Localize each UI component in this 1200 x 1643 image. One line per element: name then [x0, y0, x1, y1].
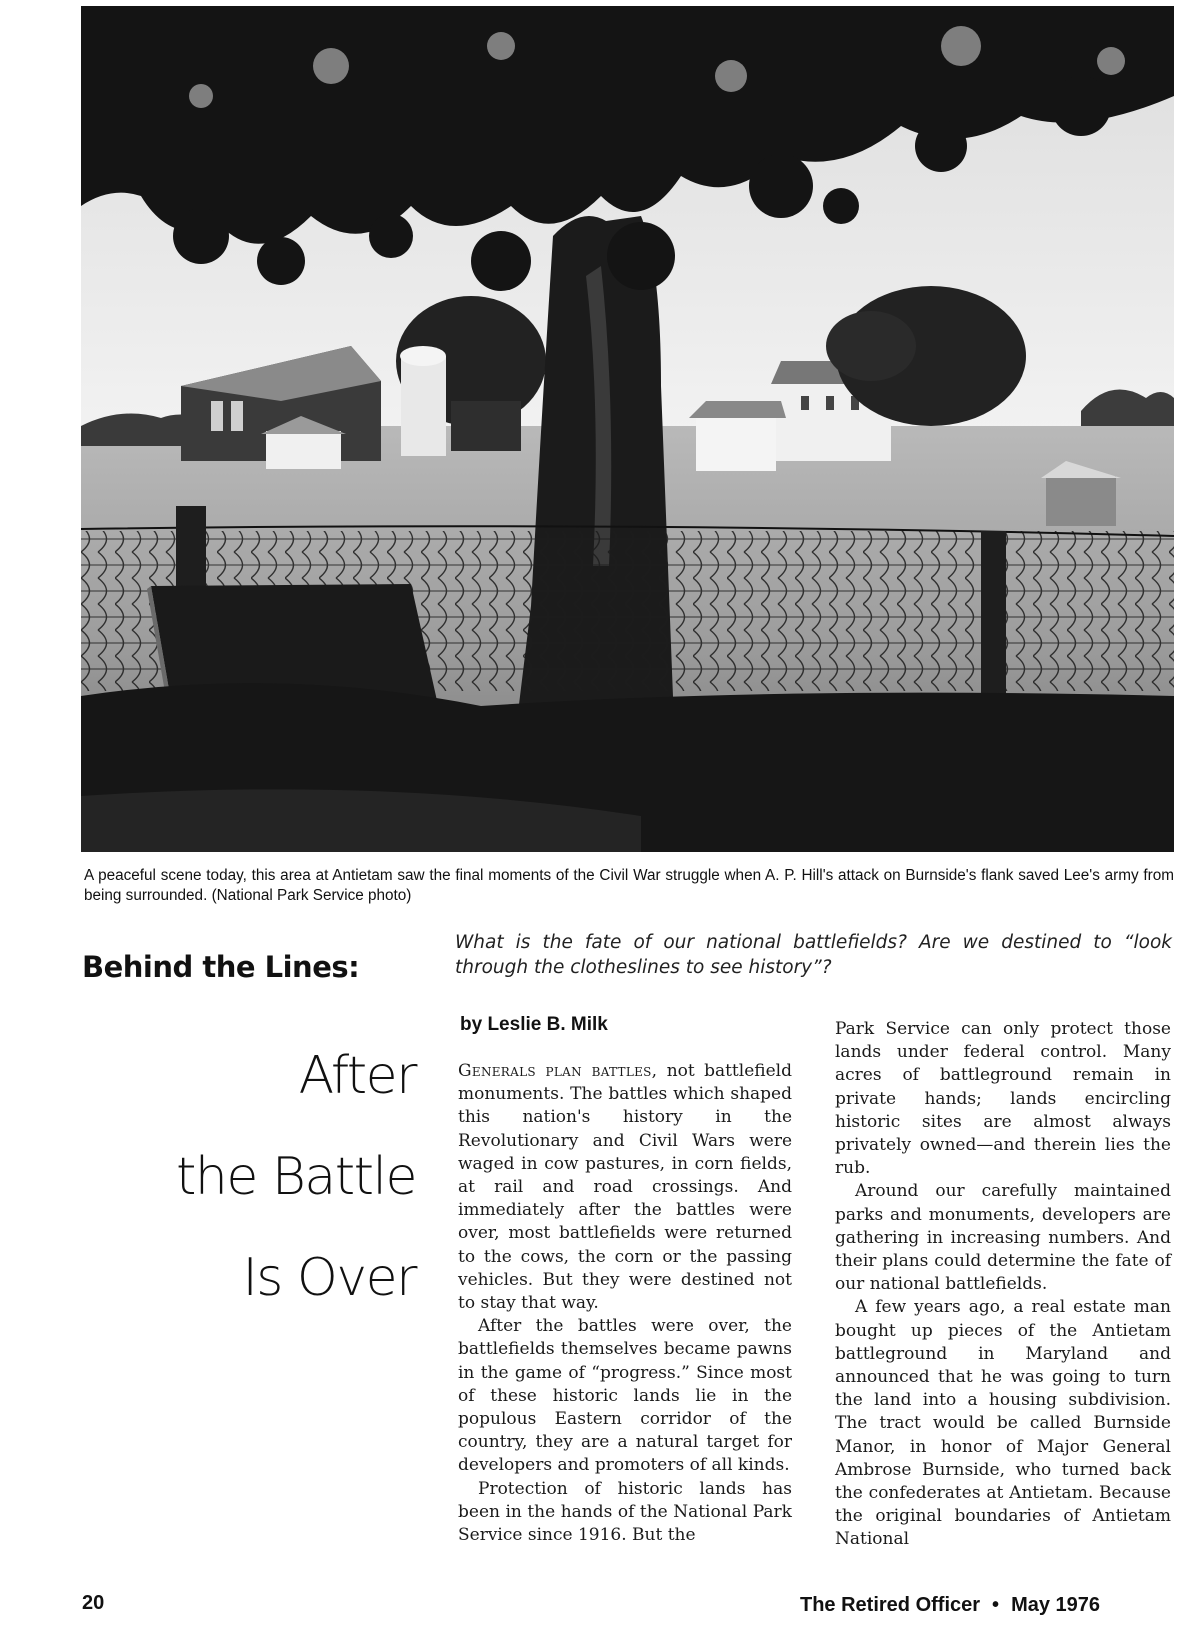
- lead-paragraph-text: not battlefield monuments. The battles which shaped this nation's history in the Revolutionary and Civil Wars were waged in cow pastures, in corn fields, at rail and road crossings. And immediately after the battles were over, most battlefields were returned to the cows, the corn or the passing vehicles. But they were destined not to stay that way.: [458, 1061, 792, 1314]
- article-title: [120, 1046, 416, 1349]
- article-paragraph-5: Around our carefully maintained parks and monuments, developers are gathering in increasing numbers. And their plans could determine the fate of our national battlefields.: [835, 1181, 1171, 1295]
- publication-name: The Retired Officer: [800, 1594, 981, 1616]
- byline: by Leslie B. Milk: [460, 1014, 608, 1035]
- article-paragraph-1: [458, 1060, 792, 1315]
- footer-separator: •: [992, 1594, 1000, 1616]
- page-number: 20: [82, 1592, 105, 1614]
- article-deck: What is the fate of our national battlefields? Are we destined to “look through the clotheslines to see history”?: [455, 932, 1172, 978]
- photo-caption: A peaceful scene today, this area at Antietam saw the final moments of the Civil War struggle when A. P. Hill's attack on Burnside's flank saved Lee's army from being surrounded. (National Park Service photo): [84, 867, 1174, 904]
- running-footer: [800, 1594, 1100, 1617]
- article-paragraph-6: A few years ago, a real estate man bought up pieces of the Antietam battleground in Maryland and announced that he was going to turn the land into a housing subdivision. The tract would be called Burnside Manor, in honor of Major General Ambrose Burnside, who turned back the confederates at Antietam. Because the original boundaries of Antietam National: [835, 1297, 1171, 1550]
- title-line-1: After: [298, 1046, 416, 1106]
- issue-date: May 1976: [1011, 1594, 1101, 1616]
- title-line-3: Is Over: [242, 1248, 416, 1308]
- article-paragraph-2: After the battles were over, the battlefields themselves became pawns in the game of “progress.” Since most of these historic lands lie in the populous Eastern corridor of the country, they are a natural target for developers and promoters of all kinds.: [458, 1316, 792, 1476]
- section-kicker: Behind the Lines:: [82, 950, 360, 984]
- article-paragraph-3: Protection of historic lands has been in the hands of the National Park Service since 1916. But the: [458, 1478, 792, 1546]
- article-paragraph-4: Park Service can only protect those lands under federal control. Many acres of battleground remain in private hands; lands encircling historic sites are almost always privately owned—and therein lies the rub.: [835, 1019, 1171, 1179]
- lead-in-smallcaps: Generals plan battles,: [458, 1061, 658, 1081]
- title-line-2: the Battle: [176, 1147, 416, 1207]
- antietam-farm-photo: [81, 6, 1174, 852]
- article-column-1: [458, 1060, 792, 1547]
- article-column-2: [835, 1018, 1171, 1552]
